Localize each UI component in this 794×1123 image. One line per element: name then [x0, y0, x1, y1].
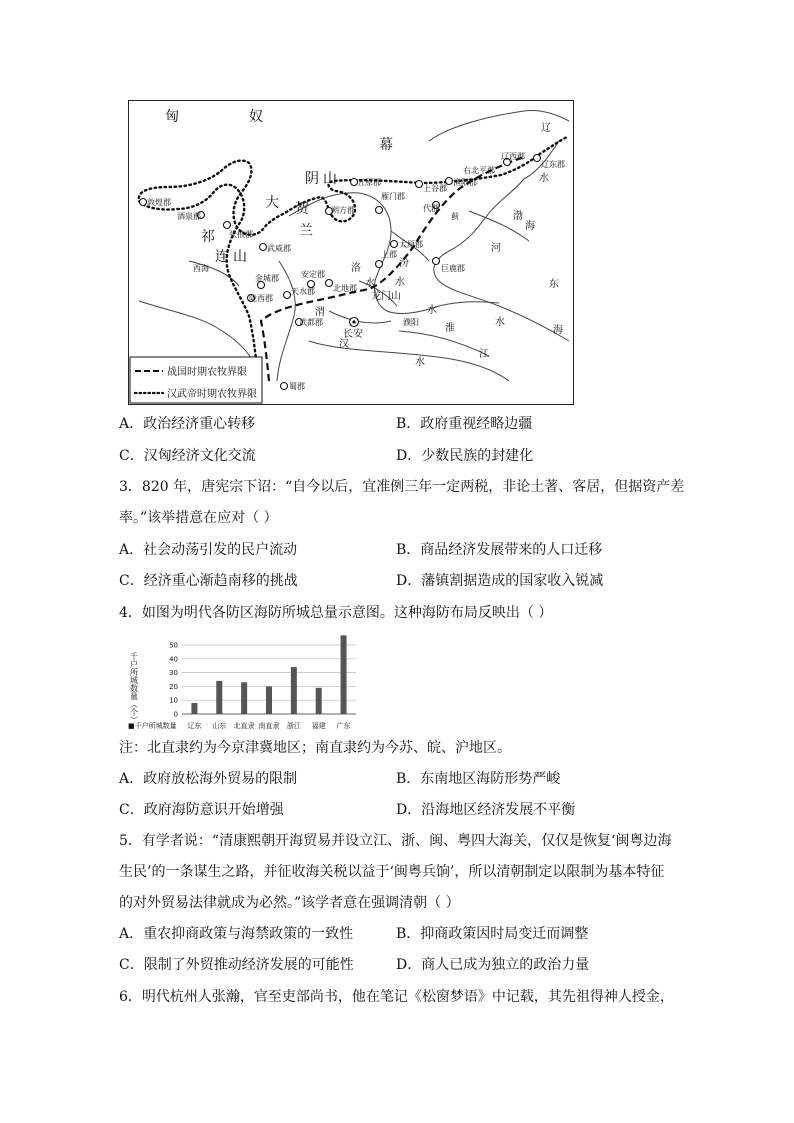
q4-option-c: C．政府海防意识开始增强	[119, 802, 284, 818]
label-yinshan-2: 山	[323, 171, 337, 187]
label-dai: 代郡	[423, 204, 439, 213]
q5-line1: 5．有学者说：“清康熙朝开海贸易并设立江、浙、闽、粤四大海关，仅仅是恢复‘闽粤边海	[119, 833, 672, 849]
chart-y-tick: 40	[169, 655, 178, 664]
chart-category-label: 北直隶	[233, 722, 255, 730]
chart-bar-1	[191, 703, 197, 714]
label-tianshui: 天水郡	[291, 287, 315, 296]
chart-category-label: 广东	[336, 722, 351, 730]
q4-stem: 4．如图为明代各防区海防所城总量示意图。这种海防布局反映出（ ）	[119, 605, 553, 621]
label-yanmen: 雁门郡	[381, 192, 405, 201]
label-taiyuan: 太原郡	[399, 240, 423, 249]
label-jiang: 江	[479, 349, 489, 360]
label-han: 汉	[339, 339, 349, 350]
q5-option-a: A．重农抑商政策与海禁政策的一致性	[119, 926, 354, 942]
chart-y-tick: 50	[169, 641, 178, 650]
chart-bar-6	[316, 688, 322, 714]
label-shanggu: 上谷郡	[423, 184, 447, 193]
chart-y-tick: 0	[173, 710, 178, 719]
map-drawing	[129, 101, 573, 404]
bar-chart-svg	[126, 628, 362, 734]
label-shui-1: 水	[539, 173, 549, 184]
chart-y-tick: 30	[169, 669, 178, 678]
q5-line2: 生民’的一条谋生之路，并征收海关税以益于‘闽粤兵饷’，所以清朝制定以限制为基本特征	[119, 864, 665, 880]
label-youbeiping: 右北平郡	[463, 166, 495, 175]
label-wei: 渭	[315, 307, 325, 318]
q3-option-a: A．社会动荡引发的民户流动	[119, 542, 298, 558]
label-bohai-1: 渤	[513, 211, 523, 222]
label-shuofang: 朔方郡	[331, 206, 355, 215]
chart-bar-4	[266, 686, 272, 714]
label-da: 大	[265, 195, 279, 211]
label-beidi: 北地郡	[333, 284, 357, 293]
label-longmen: 龙门山	[371, 291, 401, 302]
chart-ylabel: 千户所城数量（个）	[129, 652, 139, 724]
map-legend	[130, 357, 262, 403]
label-mu: 幕	[379, 137, 393, 153]
legend-han-wudi: 汉武帝时期农牧界限	[167, 389, 257, 400]
q3-stem-line2: 率。”该举措意在应对（ ）	[119, 510, 278, 526]
q4-option-a: A．政府放松海外贸易的限制	[119, 771, 298, 787]
q5-line3: 的对外贸易法律就成为必然。”该学者意在强调清朝（ ）	[119, 895, 460, 911]
label-longxi: 陇西郡	[249, 294, 273, 303]
q6-line1: 6．明代杭州人张瀚，官至吏部尚书，他在笔记《松窗梦语》中记载，其先祖得神人授金，	[119, 989, 674, 1005]
q4-option-d: D．沿海地区经济发展不平衡	[396, 802, 576, 818]
label-shui-3: 水	[427, 305, 437, 316]
label-qilian-2: 连	[215, 249, 229, 265]
label-wuwei: 武威郡	[267, 244, 291, 253]
chart-category-label: 辽东	[187, 722, 202, 730]
q3-option-d: D．藩镇割据造成的国家收入锐减	[396, 573, 604, 589]
label-bohai-2: 海	[525, 221, 535, 232]
label-shui-4: 水	[495, 317, 505, 328]
label-shangjun: 上郡	[381, 250, 397, 259]
label-fen-shui: 水	[395, 277, 405, 288]
label-qilian-3: 山	[233, 249, 247, 265]
label-luo: 洛	[351, 263, 361, 274]
changan-capital-dot	[352, 320, 355, 323]
label-helan-1: 贺	[295, 201, 309, 217]
label-xiongnu-1: 匈	[165, 109, 179, 125]
chart-category-label: 山东	[212, 722, 227, 730]
chart-bar-2	[216, 681, 222, 714]
label-yuyang: 渔阳郡	[453, 178, 477, 187]
q4-option-b: B．东南地区海防形势严峻	[396, 771, 561, 787]
label-xiongnu-2: 奴	[249, 109, 263, 125]
label-jincheng: 金城郡	[255, 274, 279, 283]
chart-category-label: 浙江	[286, 722, 301, 730]
chart-x-categories	[187, 721, 350, 730]
chart-bar-7	[341, 635, 347, 714]
chart-bars	[191, 635, 346, 714]
label-xihai: 西海	[193, 264, 209, 273]
label-yinshan-1: 阴	[305, 171, 319, 187]
label-huai: 淮	[445, 323, 455, 334]
label-ji: 蓟	[451, 212, 459, 221]
q5-option-d: D．商人已成为独立的政治力量	[396, 957, 590, 973]
label-fen: 汾	[399, 258, 409, 269]
label-liaodong: 辽东郡	[541, 160, 565, 169]
q3-option-c: C．经济重心渐趋南移的挑战	[119, 573, 298, 589]
label-shui-5: 水	[415, 357, 425, 368]
label-wudu: 武都郡	[299, 318, 323, 327]
chart-y-tick: 10	[169, 696, 178, 705]
chart-y-tick: 20	[169, 682, 178, 691]
label-donghai-1: 东	[549, 279, 559, 290]
label-puyang: 濮阳	[403, 318, 419, 327]
q4-note: 注：北直隶约为今京津冀地区；南直隶约为今苏、皖、沪地区。	[119, 740, 511, 756]
chart-y-ticks	[169, 642, 178, 719]
q2-option-d: D．少数民族的封建化	[396, 448, 534, 464]
label-changan: 长安	[343, 329, 363, 340]
label-qilian-1: 祁	[201, 229, 215, 245]
q3-option-b: B．商品经济发展带来的人口迁移	[396, 542, 603, 558]
label-liaoxi: 辽西郡	[501, 152, 525, 161]
label-helan-2: 兰	[299, 223, 313, 239]
q3-stem-line1: 3．820 年，唐宪宗下诏：“自今以后，宜准例三年一定两税，非论土著、客居，但据资产差	[119, 479, 685, 495]
q2-option-c: C．汉匈经济文化交流	[119, 448, 256, 464]
label-shui-2: 水	[365, 278, 375, 289]
label-wuyuan: 五原郡	[357, 178, 381, 187]
label-liao: 辽	[541, 123, 551, 134]
chart-bar-3	[241, 682, 247, 714]
q5-option-c: C．限制了外贸推动经济发展的可能性	[119, 957, 354, 973]
label-anding: 安定郡	[301, 270, 325, 279]
label-he: 河	[491, 243, 501, 254]
han-frontier-map	[128, 100, 574, 405]
warring-states-boundary	[261, 157, 524, 381]
label-jiuquan: 酒泉郡	[177, 212, 201, 221]
q2-option-a: A．政治经济重心转移	[119, 416, 256, 432]
coastal-forts-bar-chart	[126, 628, 362, 734]
chart-legend: ■千户所城数量	[128, 722, 177, 730]
q2-option-b: B．政府重视经略边疆	[396, 416, 533, 432]
label-donghai-2: 海	[553, 325, 563, 336]
legend-warring-states: 战国时期农牧界限	[167, 367, 247, 378]
label-shu: 蜀郡	[289, 382, 305, 391]
label-dunhuang: 敦煌郡	[147, 198, 171, 207]
chart-category-label: 南直隶	[258, 722, 280, 730]
chart-category-label: 福建	[311, 722, 326, 730]
label-julu: 巨鹿郡	[441, 264, 465, 273]
chart-bar-5	[291, 667, 297, 714]
label-zhangye: 张掖郡	[229, 230, 253, 239]
q5-option-b: B．抑商政策因时局变迁而调整	[396, 926, 589, 942]
